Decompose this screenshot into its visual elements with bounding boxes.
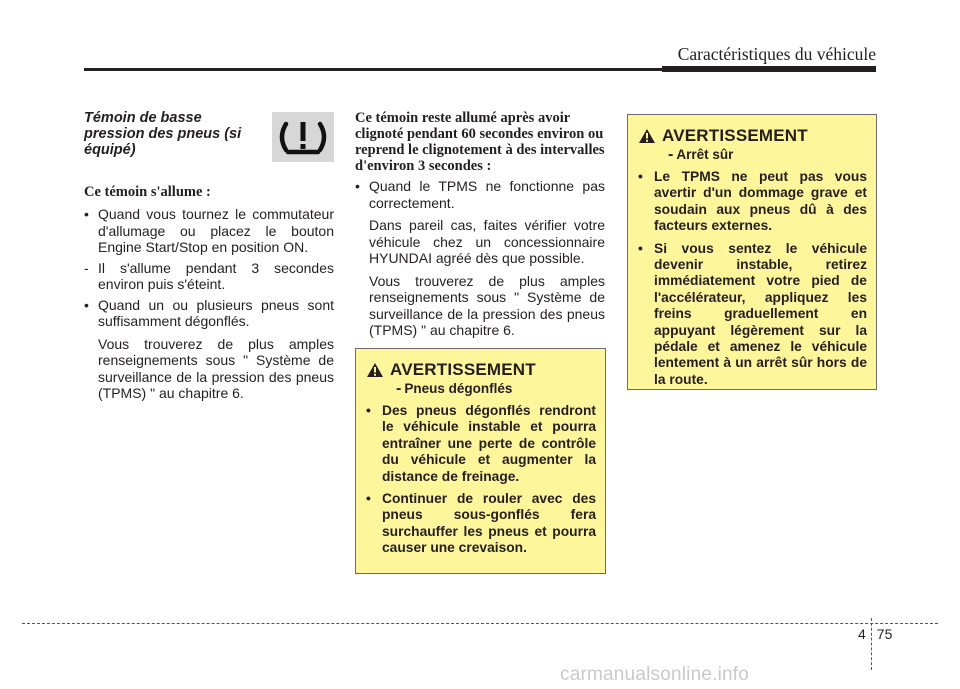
warning-header — [638, 125, 867, 147]
page-number — [858, 626, 892, 678]
chapter-number: 4 — [858, 626, 866, 642]
reference-note: Vous trouverez de plus amples renseignements sous " Système de surveillance de la pression des pneus (TPMS) " au chapitre 6. — [98, 335, 334, 401]
warning-box-deflated — [355, 348, 606, 574]
warning-item: • Le TPMS ne peut pas vous avertir d'un dommage grave et soudain aux pneus dû à des facteurs externes. — [638, 169, 867, 234]
warning-item: • Si vous sentez le véhicule devenir instable, retirez immédiatement votre pied de l'accélérateur, appliquez les freins graduellement en appuyant légèrement sur la pédale et amenez le véhicule lentement à un arrêt sûr hors de la route. — [638, 240, 867, 387]
header-title: Caractéristiques du véhicule — [677, 44, 876, 64]
left-column — [84, 110, 334, 402]
warning-item: • Des pneus dégonflés rendront le véhicule instable et pourra entraîner une perte de contrôle du véhicule et augmenter la distance de freinage. — [366, 403, 596, 484]
footer-rule — [22, 623, 938, 624]
list-item-text: Quand le TPMS ne fonctionne pas correctement. — [369, 178, 605, 211]
list-item-text: Quand un ou plusieurs pneus sont suffisamment dégonflés. — [98, 296, 334, 329]
list-item: - Il s'allume pendant 3 secondes environ puis s'éteint. — [84, 259, 334, 292]
dealer-paragraph: Dans pareil cas, faites vérifier votre véhicule chez un concessionnaire HYUNDAI agréé dès que possible. — [369, 217, 605, 266]
warning-triangle-icon — [366, 362, 384, 378]
middle-column — [355, 110, 605, 339]
warning-triangle-icon — [638, 128, 656, 144]
warning-title: AVERTISSEMENT — [390, 360, 536, 379]
persistent-heading: Ce témoin reste allumé après avoir clignoté pendant 60 secondes environ ou reprend le clignotement à des intervalles d'environ 3 secondes : — [355, 110, 605, 174]
warning-box-safe-stop — [627, 114, 877, 390]
warning-title: AVERTISSEMENT — [662, 126, 808, 145]
warning-header — [366, 359, 596, 381]
section-title: Témoin de basse pression des pneus (si équipé) — [84, 110, 242, 158]
lights-on-heading: Ce témoin s'allume : — [84, 184, 211, 200]
list-item-text: Quand vous tournez le commutateur d'allumage ou placez le bouton Engine Start/Stop en position ON. — [98, 206, 334, 255]
page-number-value: 75 — [876, 626, 893, 642]
list-item: • Quand vous tournez le commutateur d'allumage ou placez le bouton Engine Start/Stop en position ON. — [84, 206, 334, 255]
warning-subtitle: - Pneus dégonflés — [396, 380, 513, 397]
list-item-text: Il s'allume pendant 3 secondes environ puis s'éteint. — [98, 259, 334, 292]
list-item: • Quand le TPMS ne fonctionne pas correctement. — [355, 178, 605, 211]
list-item: • Quand un ou plusieurs pneus sont suffisamment dégonflés. — [84, 296, 334, 329]
reference-note: Vous trouverez de plus amples renseignements sous " Système de surveillance de la pression des pneus (TPMS) " au chapitre 6. — [369, 272, 605, 338]
watermark: carmanualsonline.info — [560, 664, 750, 685]
warning-item: • Continuer de rouler avec des pneus sous-gonflés fera surchauffer les pneus et pourra causer une crevaison. — [366, 491, 596, 556]
tpms-warning-icon — [272, 112, 334, 162]
header-rule-accent — [662, 66, 876, 72]
warning-subtitle: - Arrêt sûr — [668, 146, 734, 163]
